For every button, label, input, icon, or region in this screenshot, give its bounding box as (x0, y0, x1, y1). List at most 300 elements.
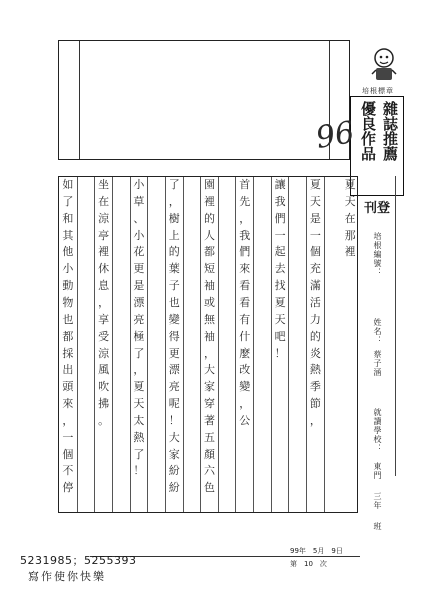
grid-column (183, 177, 201, 512)
grid-cell: 出 (62, 363, 74, 377)
grid-cell: 物 (62, 295, 74, 309)
grid-cell (113, 177, 130, 194)
stamp-cartoon-icon (366, 44, 402, 84)
grid-cell: 滿 (309, 279, 321, 293)
grid-cell (148, 480, 165, 497)
grid-cell (254, 346, 271, 363)
grid-cell (289, 396, 306, 413)
grid-cell: 漂 (168, 363, 180, 377)
grid-cell: 亮 (133, 312, 145, 326)
grid-cell (219, 447, 236, 464)
grid-cell (148, 379, 165, 396)
grid-cell (219, 396, 236, 413)
grid-cell (184, 244, 201, 261)
grid-cell (325, 228, 342, 245)
grid-cell (254, 413, 271, 430)
grid-column (271, 177, 289, 512)
grid-cell (254, 312, 271, 329)
grid-column (94, 177, 112, 512)
count-text: 第 10 次 (290, 560, 327, 568)
grid-cell: 天 (133, 397, 145, 411)
grid-cell: 亮 (168, 380, 180, 394)
grid-cell: 無 (203, 312, 215, 326)
grid-cell: 動 (62, 279, 74, 293)
grid-cell: 或 (203, 295, 215, 309)
grid-column (59, 177, 77, 512)
grid-cell (219, 480, 236, 497)
grid-cell: 找 (274, 279, 286, 293)
grid-cell (113, 244, 130, 261)
grid-cell (113, 362, 130, 379)
grid-cell (254, 329, 271, 346)
grid-cell: 了 (133, 447, 145, 461)
grid-cell: ， (62, 413, 74, 427)
header-blank-box (58, 40, 350, 160)
grid-cell: 紛 (168, 464, 180, 478)
grid-cell: 天 (274, 312, 286, 326)
grid-cell: 也 (168, 295, 180, 309)
grid-cell: 是 (133, 279, 145, 293)
grid-column (200, 177, 218, 512)
grid-cell: 人 (203, 228, 215, 242)
date-text: 99年 5月 9日 (290, 547, 343, 555)
slogan-text: 寫作使你快樂 (28, 570, 106, 583)
grid-cell (341, 413, 359, 430)
grid-column (165, 177, 183, 512)
grid-cell: 小 (133, 228, 145, 242)
grid-cell: 的 (309, 329, 321, 343)
grid-cell: 亭 (98, 228, 110, 242)
grid-cell: 坐 (98, 178, 110, 191)
grid-cell (219, 194, 236, 211)
grid-cell: 季 (309, 380, 321, 394)
grid-cell (341, 362, 359, 379)
grid-cell: 其 (62, 228, 74, 242)
grid-cell (184, 497, 201, 514)
grid-cell: 改 (239, 363, 251, 377)
grid-cell: 顏 (203, 447, 215, 461)
grid-cell: 麼 (239, 346, 251, 360)
grid-cell: 一 (274, 228, 286, 242)
grid-cell (325, 362, 342, 379)
grid-cell (325, 194, 342, 211)
grid-cell: 得 (168, 329, 180, 343)
grid-cell: 葉 (168, 262, 180, 276)
award-text-excellent: 優良作品 (359, 101, 377, 161)
grid-cell (289, 447, 306, 464)
grid-cell (219, 278, 236, 295)
stamp-label: 培根標章 (362, 87, 394, 95)
grid-cell: 的 (168, 245, 180, 259)
grid-cell (113, 396, 130, 413)
grid-cell (341, 329, 359, 346)
date-count-info (290, 546, 343, 569)
grid-cell (95, 497, 112, 514)
grid-cell (254, 244, 271, 261)
grid-cell: 頭 (62, 380, 74, 394)
grid-cell (341, 261, 359, 278)
grid-cell (78, 379, 95, 396)
grid-cell (219, 379, 236, 396)
grid-cell (254, 295, 271, 312)
grid-cell: 花 (133, 245, 145, 259)
grid-cell (254, 379, 271, 396)
grid-cell: 六 (203, 464, 215, 478)
grid-cell: 先 (239, 194, 251, 208)
grid-cell: 樹 (168, 211, 180, 225)
grid-cell: 小 (62, 262, 74, 276)
school-label: 就讀學校： (373, 408, 382, 453)
grid-cell (184, 194, 201, 211)
grid-cell (113, 261, 130, 278)
school-name: 東門 (373, 462, 382, 480)
grid-cell (325, 396, 342, 413)
grid-cell (219, 177, 236, 194)
grid-cell (325, 295, 342, 312)
grid-cell (78, 228, 95, 245)
grid-cell: 夏 (133, 380, 145, 394)
grid-cell (184, 362, 201, 379)
grid-cell: 了 (168, 178, 180, 191)
grid-cell (341, 430, 359, 447)
grid-cell: 我 (274, 194, 286, 208)
grid-cell: 節 (309, 397, 321, 411)
grid-cell (325, 346, 342, 363)
grid-cell (289, 379, 306, 396)
grid-cell: 來 (239, 262, 251, 276)
grid-cell (219, 261, 236, 278)
grid-cell (131, 497, 148, 514)
grid-cell (254, 228, 271, 245)
grid-cell (184, 312, 201, 329)
grid-cell (289, 346, 306, 363)
grid-cell (272, 413, 289, 430)
grid-cell: 那 (344, 228, 356, 242)
grid-cell (254, 497, 271, 514)
grid-cell (325, 278, 342, 295)
grid-cell (289, 278, 306, 295)
grid-cell: 拂 (98, 397, 110, 411)
grid-cell (78, 261, 95, 278)
grid-cell (325, 430, 342, 447)
grid-cell: 漂 (133, 295, 145, 309)
grid-cell: 起 (274, 245, 286, 259)
grid-cell (78, 211, 95, 228)
grid-cell (113, 194, 130, 211)
grid-cell: 享 (98, 312, 110, 326)
award-text-published: 刊登 (363, 201, 390, 216)
info-divider (395, 176, 396, 476)
grid-cell (325, 379, 342, 396)
grid-cell (219, 362, 236, 379)
grid-cell (325, 244, 342, 261)
grade-value: 三年 (373, 492, 382, 510)
grid-cell (78, 312, 95, 329)
grid-cell (325, 261, 342, 278)
grid-cell (289, 329, 306, 346)
grid-cell: 熱 (309, 363, 321, 377)
grid-cell (325, 497, 342, 514)
grid-cell (148, 278, 165, 295)
grid-cell (254, 396, 271, 413)
grid-cell: 公 (239, 413, 251, 427)
grid-cell: 如 (62, 178, 74, 191)
grid-cell: 活 (309, 295, 321, 309)
grid-cell (148, 396, 165, 413)
grid-cell (148, 346, 165, 363)
grid-cell (307, 447, 324, 464)
grid-cell (341, 278, 359, 295)
grid-cell (289, 295, 306, 312)
grid-cell (254, 278, 271, 295)
grid-cell (236, 430, 253, 447)
grid-cell: ， (133, 363, 145, 377)
grid-cell (254, 261, 271, 278)
grid-cell (148, 362, 165, 379)
grid-cell: 園 (203, 178, 215, 191)
grid-cell: 上 (168, 228, 180, 242)
grid-cell: 紛 (168, 481, 180, 495)
grid-cell: 色 (203, 481, 215, 495)
grid-cell: 極 (133, 329, 145, 343)
grid-cell (131, 480, 148, 497)
grid-cell: 們 (239, 245, 251, 259)
grid-cell (184, 346, 201, 363)
grid-cell (254, 194, 271, 211)
grid-cell (272, 480, 289, 497)
grid-cell: 炎 (309, 346, 321, 360)
grid-cell (289, 228, 306, 245)
grid-column (306, 177, 324, 512)
grid-cell (289, 194, 306, 211)
grid-cell (289, 463, 306, 480)
grid-cell (95, 447, 112, 464)
grid-cell (184, 396, 201, 413)
grid-cell (289, 430, 306, 447)
grid-cell (236, 480, 253, 497)
grid-cell (184, 295, 201, 312)
grid-cell: 停 (62, 481, 74, 495)
grid-cell (254, 362, 271, 379)
grid-cell: 受 (98, 329, 110, 343)
grid-cell (148, 244, 165, 261)
grid-cell: 在 (344, 211, 356, 225)
grid-cell (272, 463, 289, 480)
writing-grid (58, 176, 358, 513)
grid-cell: 吹 (98, 380, 110, 394)
grid-cell (78, 295, 95, 312)
grid-cell (289, 497, 306, 514)
grid-cell: 力 (309, 312, 321, 326)
grid-cell (325, 463, 342, 480)
grid-cell: 的 (203, 211, 215, 225)
grid-cell (254, 177, 271, 194)
grid-cell (184, 329, 201, 346)
grid-cell: 大 (168, 430, 180, 444)
grid-cell: ， (203, 346, 215, 360)
grid-cell (148, 413, 165, 430)
grid-cell (289, 413, 306, 430)
grid-cell (78, 463, 95, 480)
grid-cell (219, 244, 236, 261)
grid-cell: ！ (133, 464, 145, 478)
grid-cell: 在 (98, 194, 110, 208)
grid-cell: 不 (62, 464, 74, 478)
grid-cell (78, 278, 95, 295)
grid-cell: 採 (62, 346, 74, 360)
grid-cell (325, 177, 342, 194)
grid-cell: 子 (168, 279, 180, 293)
grid-cell (272, 379, 289, 396)
grid-cell (184, 463, 201, 480)
grid-column (130, 177, 148, 512)
grid-cell (254, 211, 271, 228)
grid-cell (113, 463, 130, 480)
grid-cell (219, 463, 236, 480)
grid-cell: 有 (239, 312, 251, 326)
grid-column (324, 177, 342, 512)
grid-cell: 我 (239, 228, 251, 242)
grid-cell: ， (98, 295, 110, 309)
grid-cell (325, 480, 342, 497)
grid-cell (272, 447, 289, 464)
grid-cell: 著 (203, 413, 215, 427)
grid-cell (289, 312, 306, 329)
grid-cell (184, 379, 201, 396)
grid-cell (113, 430, 130, 447)
grid-cell (113, 413, 130, 430)
grid-cell: 熱 (133, 430, 145, 444)
grid-cell (113, 346, 130, 363)
grid-cell (307, 480, 324, 497)
grid-cell (113, 211, 130, 228)
grid-cell: 五 (203, 430, 215, 444)
handwritten-score: 96 (313, 114, 357, 157)
grid-cell (95, 480, 112, 497)
grid-cell: 袖 (203, 279, 215, 293)
grid-cell: 風 (98, 363, 110, 377)
grid-cell (148, 295, 165, 312)
grid-cell: 更 (133, 262, 145, 276)
grid-cell (78, 346, 95, 363)
grid-cell (184, 228, 201, 245)
grid-cell (325, 211, 342, 228)
grid-cell (148, 430, 165, 447)
grid-cell: 、 (133, 211, 145, 225)
grid-cell: 。 (98, 413, 110, 427)
grid-cell (289, 244, 306, 261)
grid-cell: 個 (309, 245, 321, 259)
grid-cell (307, 497, 324, 514)
student-name: 蔡子涵 (373, 350, 382, 377)
grid-cell: 呢 (168, 397, 180, 411)
grid-cell (201, 497, 218, 514)
grid-cell: 讓 (274, 178, 286, 191)
grid-cell (78, 194, 95, 211)
grid-cell (184, 480, 201, 497)
grid-cell (341, 480, 359, 497)
grid-cell (148, 312, 165, 329)
grid-cell: 休 (98, 262, 110, 276)
grid-cell (184, 413, 201, 430)
grid-cell (113, 329, 130, 346)
grid-cell: 來 (62, 397, 74, 411)
grid-cell: 息 (98, 279, 110, 293)
grid-cell: ！ (168, 413, 180, 427)
grid-cell (78, 413, 95, 430)
grid-cell: 更 (168, 346, 180, 360)
award-text-recommend: 雜誌推薦 (381, 101, 399, 161)
grid-cell (341, 396, 359, 413)
grid-cell (166, 497, 183, 514)
grid-cell (148, 497, 165, 514)
grid-cell (148, 194, 165, 211)
grid-cell (325, 413, 342, 430)
grid-cell (289, 177, 306, 194)
name-label: 姓名： (373, 318, 382, 345)
grid-cell (59, 497, 77, 514)
seat-number-label: 培根編號： (373, 232, 382, 277)
grid-cell (184, 211, 201, 228)
grid-cell: ！ (274, 346, 286, 360)
grid-cell (113, 278, 130, 295)
grid-cell: 大 (203, 363, 215, 377)
grid-column (235, 177, 253, 512)
grid-column (112, 177, 130, 512)
grid-column (253, 177, 271, 512)
grid-cell (325, 312, 342, 329)
grid-cell (78, 244, 95, 261)
grid-cell: 們 (274, 211, 286, 225)
grid-cell (236, 447, 253, 464)
grid-cell (95, 430, 112, 447)
grid-cell (219, 329, 236, 346)
grid-cell (325, 329, 342, 346)
grid-cell: 夏 (344, 178, 356, 191)
grid-cell (113, 295, 130, 312)
grid-cell (148, 211, 165, 228)
grid-cell (325, 447, 342, 464)
grid-cell (219, 211, 236, 228)
grid-cell: 裡 (344, 245, 356, 259)
grid-cell (307, 463, 324, 480)
grid-cell (184, 177, 201, 194)
grid-cell: 他 (62, 245, 74, 259)
grid-cell: 太 (133, 413, 145, 427)
grid-cell (184, 430, 201, 447)
grid-cell: 看 (239, 295, 251, 309)
grid-cell: 一 (62, 430, 74, 444)
grid-cell (219, 430, 236, 447)
grid-column (147, 177, 165, 512)
grid-cell: 什 (239, 329, 251, 343)
grid-cell (236, 497, 253, 514)
grid-cell (78, 362, 95, 379)
grid-cell: ， (309, 413, 321, 427)
grid-cell: 變 (168, 312, 180, 326)
grid-cell (341, 346, 359, 363)
grid-cell: 也 (62, 312, 74, 326)
grid-cell (219, 497, 236, 514)
grid-cell (272, 497, 289, 514)
grid-cell: 充 (309, 262, 321, 276)
grid-cell (219, 312, 236, 329)
grid-cell: 穿 (203, 397, 215, 411)
grid-cell (254, 480, 271, 497)
grid-cell: 吧 (274, 329, 286, 343)
grid-cell (113, 379, 130, 396)
grid-cell: ， (239, 397, 251, 411)
